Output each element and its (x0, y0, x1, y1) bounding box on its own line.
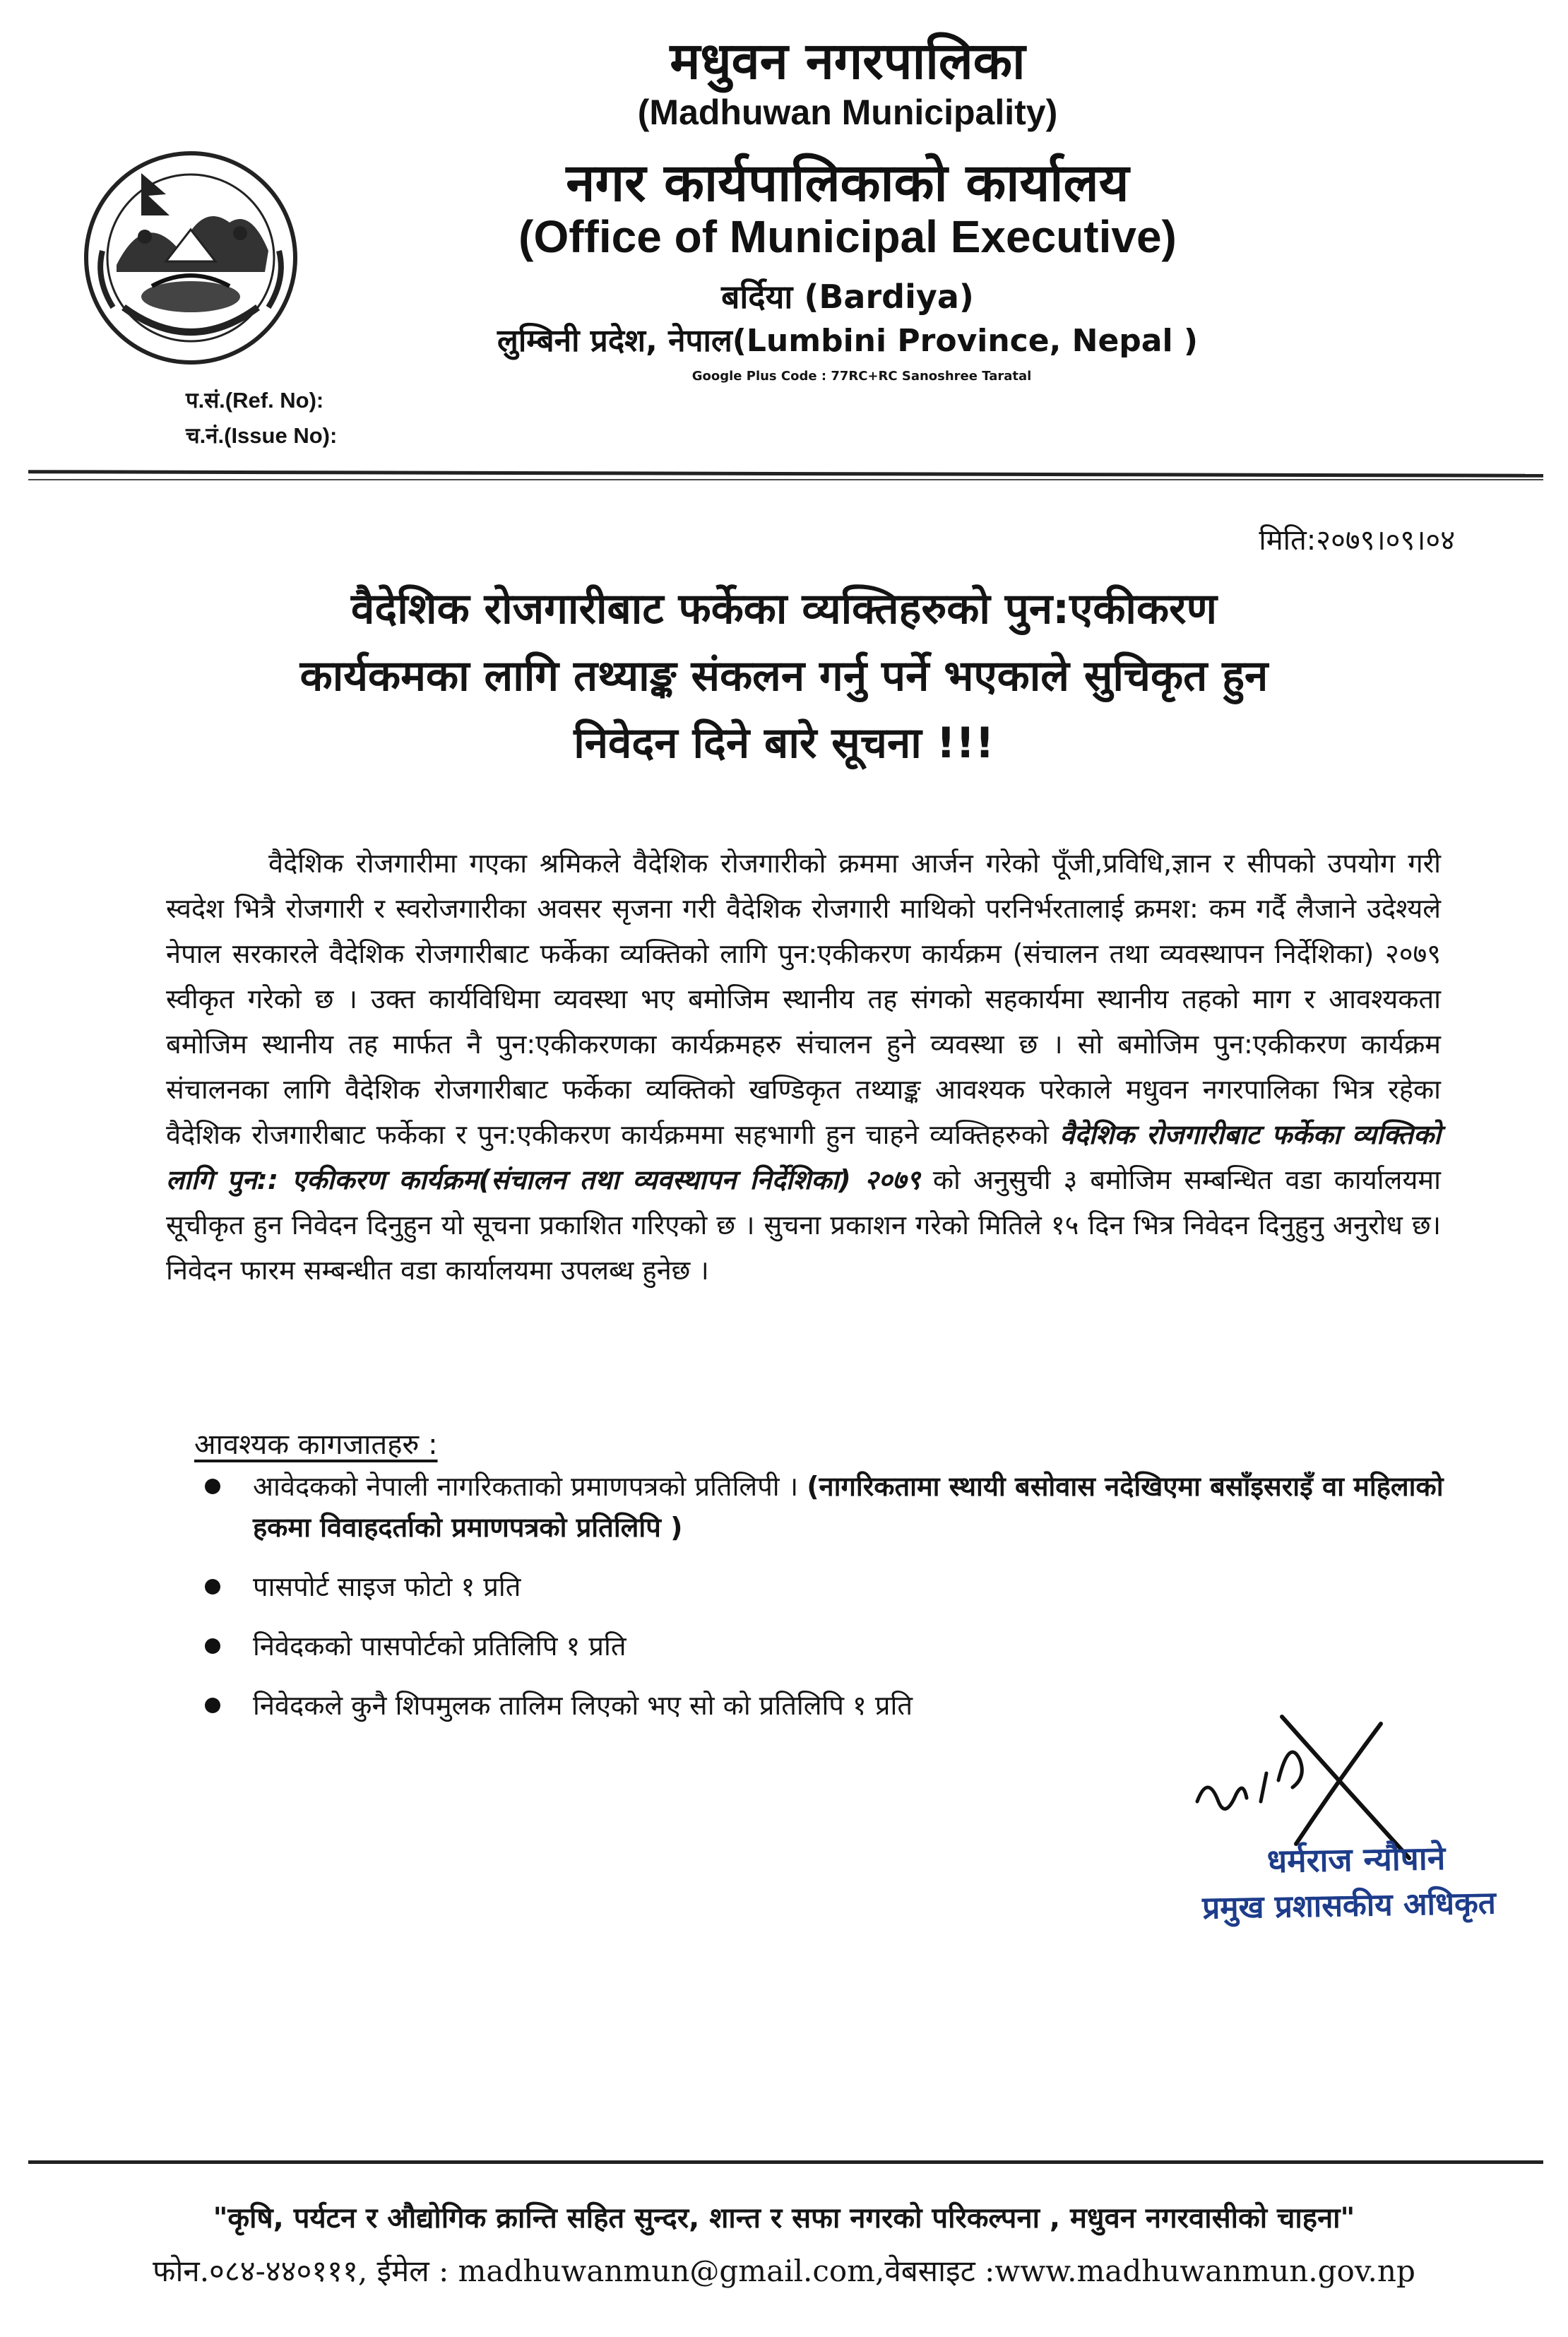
header-divider-thin (28, 479, 1543, 480)
footer-divider (28, 2160, 1543, 2164)
bullet-icon (205, 1579, 220, 1595)
list-item (205, 1566, 1455, 1607)
body-text-part-1: वैदेशिक रोजगारीमा गएका श्रमिकले वैदेशिक रोजगारीको क्रममा आर्जन गरेको पूँजी,प्रविधि,ज्ञान र सीपको उपयोग गरी स्वदेश भित्रै रोजगारी र स्वरोजगारीका अवसर सृजना गरी वैदेशिक रोजगारी माथिको परनिर्भरतालाई क्रमश: कम गर्दै लैजाने उदेश्यले नेपाल सरकारले वैदेशिक रोजगारीबाट फर्केका व्यक्तिको लागि पुन:एकीकरण कार्यक्रम (संचालन तथा व्यवस्थापन निर्देशिका) २०७९ स्वीकृत गरेको छ । उक्त कार्यविधिमा व्यवस्था भए बमोजिम स्थानीय तह संगको सहकार्यमा स्थानीय तहको माग र आवश्यकता बमोजिम स्थानीय तह मार्फत नै पुन:एकीकरणका कार्यक्रमहरु संचालन हुने व्यवस्था छ । सो बमोजिम पुन:एकीकरण कार्यक्रम संचालनका लागि वैदेशिक रोजगारीबाट फर्केका व्यक्तिको खण्डिकृत तथ्याङ्क आवश्यक परेकाले मधुवन नगरपालिका भित्र रहेका वैदेशिक रोजगारीबाट फर्केका र पुन:एकीकरण कार्यक्रममा सहभागी हुन चाहने व्यक्तिहरुको (166, 848, 1441, 1150)
subject-line-1: वैदेशिक रोजगारीबाट फर्केका व्यक्तिहरुको पुन:एकीकरण (351, 584, 1217, 634)
list-item (205, 1626, 1455, 1667)
reference-number-label: प.सं.(Ref. No): (186, 388, 324, 413)
notice-body (166, 841, 1441, 1293)
plus-code: Google Plus Code : 77RC+RC Sanoshree Taratal (691, 369, 1032, 384)
notice-date: मिति:२०७९।०९।०४ (1259, 524, 1455, 557)
office-name-nepali: नगर कार्यपालिकाको कार्यालय (566, 153, 1129, 213)
bullet-icon (205, 1698, 220, 1713)
issue-number-label: च.नं.(Issue No): (186, 423, 338, 448)
body-emphasis: वैदेशिक रोजगारीबाट फर्केका व्यक्तिको लागि पुन:: एकीकरण कार्यक्रम(संचालन तथा व्यवस्थापन निर्देशिका) २०७९ (166, 1119, 1441, 1195)
document-item-1: आवेदकको नेपाली नागरिकताको प्रमाणपत्रको प्रतिलिपी । (253, 1471, 807, 1502)
document-item-3: निवेदकको पासपोर्टको प्रतिलिपि १ प्रति (253, 1631, 626, 1662)
nepal-government-emblem-icon (74, 145, 307, 371)
district-name: बर्दिया (Bardiya) (721, 278, 974, 316)
signatory-name: धर्मराज न्यौपाने (1266, 1838, 1446, 1881)
province-address: लुम्बिनी प्रदेश, नेपाल(Lumbini Province, Nepal ) (497, 323, 1198, 359)
notice-subject (141, 576, 1427, 777)
header-divider (28, 470, 1543, 478)
required-documents-heading: आवश्यक कागजातहरु : (194, 1428, 438, 1461)
footer-slogan: "कृषि, पर्यटन र औद्योगिक क्रान्ति सहित सुन्दर, शान्त र सफा नगरको परिकल्पना , मधुवन नगरवासीको चाहना" (213, 2202, 1355, 2235)
office-name-english: (Office of Municipal Executive) (518, 211, 1177, 262)
document-item-4: निवेदकले कुनै शिपमुलक तालिम लिएको भए सो को प्रतिलिपि १ प्रति (253, 1690, 913, 1721)
footer-contact: फोन.०८४-४४०१११, ईमेल : madhuwanmun@gmail.com,वेबसाइट :www.madhuwanmun.gov.np (153, 2254, 1415, 2288)
subject-line-3: निवेदन दिने बारे सूचना !!! (574, 718, 994, 768)
body-text-part-2: को अनुसुची ३ बमोजिम सम्बन्धित वडा कार्यालयमा सूचीकृत हुन निवेदन दिनुहुन यो सूचना प्रकाशित गरिएको छ । सुचना प्रकाशन गरेको मितिले १५ दिन भित्र निवेदन दिनुहुनु अनुरोध छ। निवेदन फारम सम्बन्धीत वडा कार्यालयमा उपलब्ध हुनेछ । (166, 1164, 1441, 1286)
bullet-icon (205, 1479, 220, 1494)
document-item-2: पासपोर्ट साइज फोटो १ प्रति (253, 1571, 521, 1602)
municipality-name-nepali: मधुवन नगरपालिका (670, 31, 1026, 90)
municipality-name-english: (Madhuwan Municipality) (637, 93, 1058, 132)
signatory-title: प्रमुख प्रशासकीय अधिकृत (1201, 1885, 1497, 1927)
document-item-1-note: (नागरिकतामा स्थायी बसोवास नदेखिएमा बसाँइसराइँ वा महिलाको हकमा विवाहदर्ताको प्रमाणपत्रको प्रतिलिपि ) (253, 1471, 1444, 1543)
bullet-icon (205, 1638, 220, 1654)
subject-line-2: कार्यकमका लागि तथ्याङ्क संकलन गर्नु पर्ने भएकाले सुचिकृत हुन (299, 651, 1269, 701)
list-item (205, 1466, 1455, 1548)
